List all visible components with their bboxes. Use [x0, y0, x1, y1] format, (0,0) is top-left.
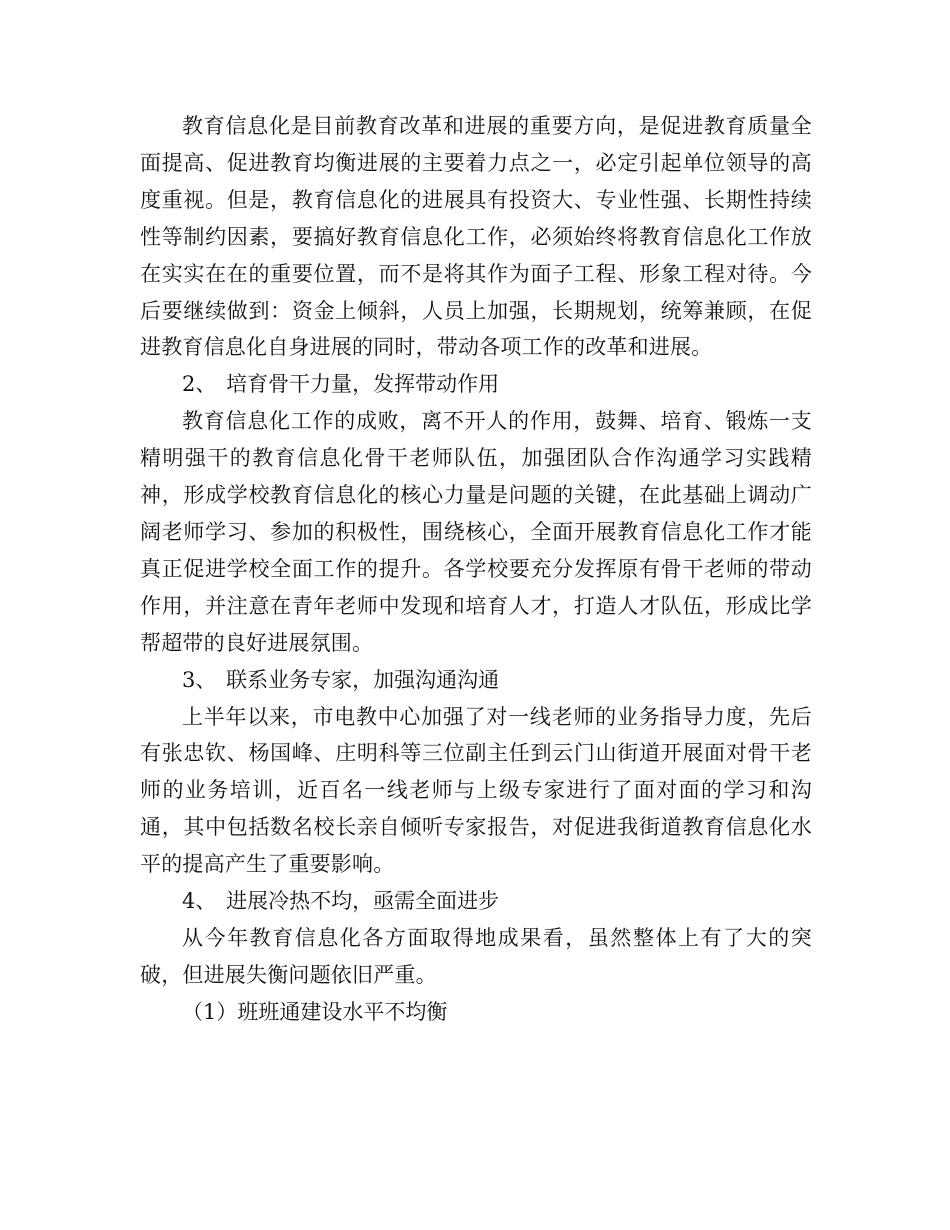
document-body: [140, 108, 812, 1031]
subsection-heading-1: [140, 994, 812, 1031]
section-heading-3: [140, 662, 812, 699]
paragraph-leadership: 教育信息化是目前教育改革和进展的重要方向，是促进教育质量全面提高、促进教育均衡进展的主要着力点之一，必定引起单位领导的高度重视。但是，教育信息化的进展具有投资大、专业性强、长期性持续性等制约因素，要搞好教育信息化工作，必须始终将教育信息化工作放在实实在在的重要位置，而不是将其作为面子工程、形象工程对待。今后要继续做到：资金上倾斜，人员上加强，长期规划，统筹兼顾，在促进教育信息化自身进展的同时，带动各项工作的改革和进展。: [140, 114, 812, 360]
section-heading-2: [140, 366, 812, 403]
section-number: 4、: [182, 889, 217, 914]
paragraph-experts: 上半年以来，市电教中心加强了对一线老师的业务指导力度，先后有张忠钦、杨国峰、庄明科等三位副主任到云门山街道开展面对骨干老师的业务培训，近百名一线老师与上级专家进行了面对面的学习和沟通，其中包括数名校长亲自倾听专家报告，对促进我街道教育信息化水平的提高产生了重要影响。: [140, 704, 812, 877]
section-title: 培育骨干力量，发挥带动作用: [226, 372, 500, 397]
paragraph-imbalance: 从今年教育信息化各方面取得地成果看，虽然整体上有了大的突破，但进展失衡问题依旧严重。: [140, 925, 812, 987]
paragraph-backbone-teachers: 教育信息化工作的成败，离不开人的作用，鼓舞、培育、锻炼一支精明强干的教育信息化骨干老师队伍，加强团队合作沟通学习实践精神，形成学校教育信息化的核心力量是问题的关键，在此基础上调动广阔老师学习、参加的积极性，围绕核心，全面开展教育信息化工作才能真正促进学校全面工作的提升。各学校要充分发挥原有骨干老师的带动作用，并注意在青年老师中发现和培育人才，打造人才队伍，形成比学帮超带的良好进展氛围。: [140, 409, 812, 655]
section-title: 进展冷热不均，亟需全面进步: [226, 889, 500, 914]
subsection-number: （1）: [182, 999, 238, 1024]
section-number: 3、: [182, 667, 217, 692]
subsection-title: 班班通建设水平不均衡: [237, 999, 448, 1024]
section-title: 联系业务专家，加强沟通沟通: [226, 667, 500, 692]
section-number: 2、: [182, 372, 217, 397]
section-heading-4: [140, 883, 812, 920]
